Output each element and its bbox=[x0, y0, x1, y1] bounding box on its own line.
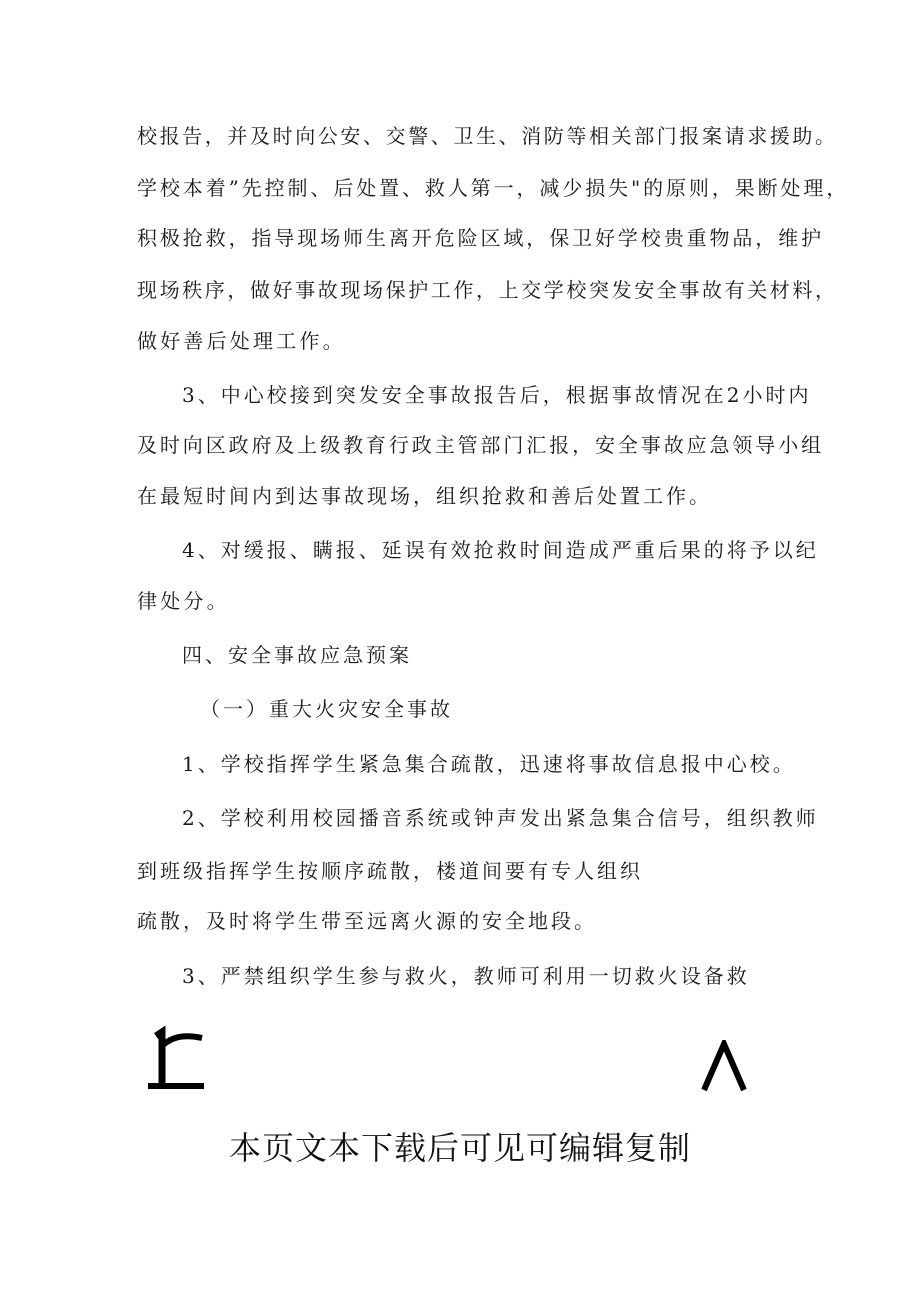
text-line: 校报告，并及时向公安、交警、卫生、消防等相关部门报案请求援助。 bbox=[137, 124, 838, 148]
text-line: 现场秩序，做好事故现场保护工作，上交学校突发安全事故有关材料， bbox=[137, 278, 838, 302]
section-heading: 四、安全事故应急预案 bbox=[182, 643, 412, 667]
text-line: 4、对缓报、瞒报、延误有效抢救时间造成严重后果的将予以纪 bbox=[182, 538, 819, 562]
text-line: 在最短时间内到达事故现场，组织抢救和善后处置工作。 bbox=[137, 484, 712, 508]
text-line: 做好善后处理工作。 bbox=[137, 329, 346, 353]
text-line: 2、学校利用校园播音系统或钟声发出紧急集合信号，组织教师 bbox=[182, 806, 819, 830]
text-line: 律处分。 bbox=[137, 589, 230, 613]
text-line: 3、严禁组织学生参与救火，教师可利用一切救火设备救 bbox=[182, 964, 750, 988]
corner-mark-icon bbox=[146, 1022, 208, 1090]
text-line: 到班级指挥学生按顺序疏散，楼道间要有专人组织 bbox=[137, 859, 643, 883]
text-line: 积极抢救，指导现场师生离开危险区域，保卫好学校贵重物品，维护 bbox=[137, 226, 824, 250]
text-line: 及时向区政府及上级教育行政主管部门汇报，安全事故应急领导小组 bbox=[137, 433, 824, 457]
download-note: 本页文本下载后可见可编辑复制 bbox=[228, 1129, 691, 1167]
caret-up-icon bbox=[700, 1040, 748, 1092]
text-line: 1、学校指挥学生紧急集合疏散，迅速将事故信息报中心校。 bbox=[182, 752, 796, 776]
text-line: 3、中心校接到突发安全事故报告后，根据事故情况在2小时内 bbox=[182, 383, 812, 407]
text-line: 学校本着”先控制、后处置、救人第一，减少损失"的原则，果断处理， bbox=[137, 176, 850, 200]
text-line: 疏散，及时将学生带至远离火源的安全地段。 bbox=[137, 909, 597, 933]
subsection-heading: （一）重大火灾安全事故 bbox=[200, 697, 453, 721]
